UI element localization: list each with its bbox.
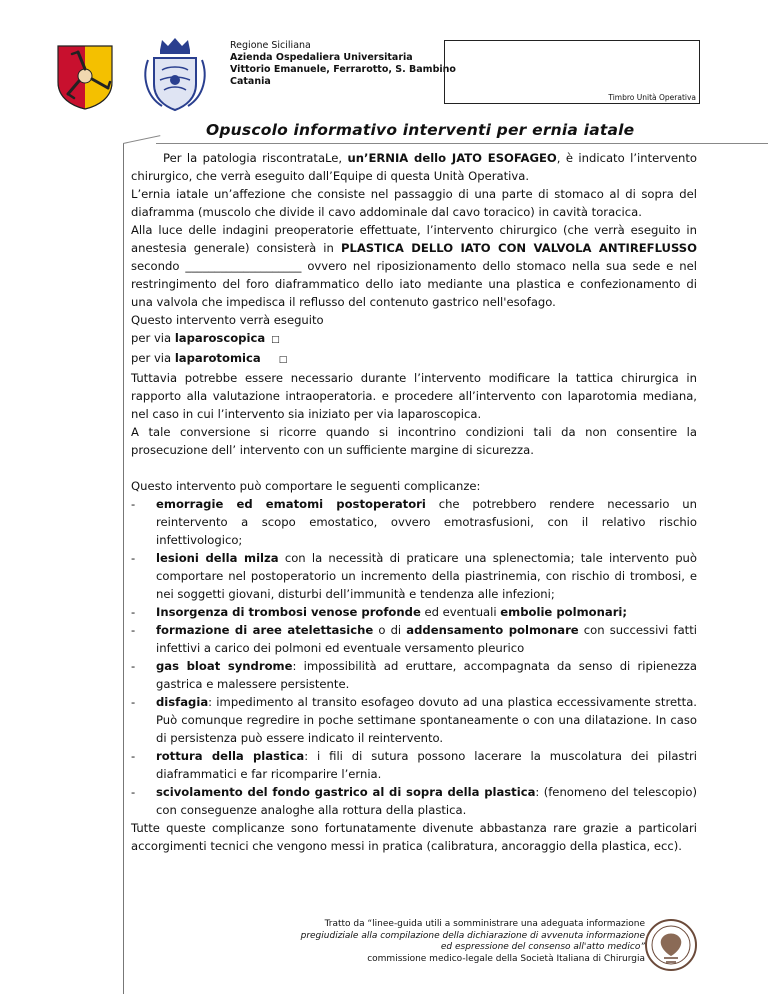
text-span: Alla luce delle indagini preoperatorie effettuate, l’intervento chirurgico (che verrà eseguito in anestesia generale) consisterà in (131, 223, 697, 255)
complication-name: gas bloat syndrome (156, 659, 293, 673)
list-item (131, 603, 697, 621)
list-item (131, 495, 697, 549)
conversion-paragraph: Tuttavia potrebbe essere necessario durante l’intervento modificare la tattica chirurgica in rapporto alla valutazione intraoperatoria. e procedere all’intervento con laparotomia mediana, nel caso in cui l’intervento sia iniziato per via laparoscopica. (131, 371, 697, 421)
list-item (131, 747, 697, 783)
diagnosis: un’ERNIA dello JATO ESOFAGEO (347, 151, 557, 165)
footer-line: pregiudiziale alla compilazione della dichiarazione di avvenuta informazione (300, 930, 645, 941)
unit-stamp-box (444, 40, 700, 104)
laparoscopic-checkbox[interactable]: □ (271, 335, 280, 345)
footer-line: ed espressione del consenso all'atto medico” (440, 942, 645, 952)
conversion-reason-paragraph: A tale conversione si ricorre quando si incontrino condizioni tali da non consentire la prosecuzione dell’ intervento con un sufficiente margine di sicurezza. (131, 425, 697, 457)
definition-paragraph: L’ernia iatale un’affezione che consiste nel passaggio di una parte di stomaco al di sopra del diaframma (muscolo che divide il cavo addominale dal cavo toracico) in cavità toracica. (131, 187, 697, 219)
complication-name: rottura della plastica (156, 749, 305, 763)
spacer (131, 459, 697, 477)
text-span: : impedimento al transito esofageo dovuto ad una plastica eccessivamente stretta. Può comunque regredire in poche settimane spontaneamente o con una dilatazione. In caso di persistenza può essere indicato il reintervento. (156, 695, 697, 745)
complication-name: addensamento polmonare (406, 623, 579, 637)
approach-option-laparoscopic (131, 329, 697, 349)
procedure-paragraph (131, 221, 697, 311)
text-span: , è indicato l’intervento chirurgico, che verrà eseguito dall’Equipe di questa Unità Operativa. (131, 151, 697, 183)
footer-line: Tratto da “linee-guida utili a somministrare una adeguata informazione (324, 919, 645, 929)
footer-line: commissione medico-legale della Società Italiana di Chirurgia (367, 953, 645, 964)
complications-lead: Questo intervento può comportare le seguenti complicanze: (131, 479, 481, 493)
vertical-rule (123, 143, 124, 994)
institution-line: Azienda Ospedaliera Universitaria (230, 52, 413, 63)
text-span: : i fili di sutura possono lacerare la muscolatura dei pilastri diaframmatici e far ricomparire l’ernia. (156, 749, 698, 781)
complication-name: scivolamento del fondo gastrico al di sopra della plastica (156, 785, 536, 799)
complication-name: Insorgenza di trombosi venose profonde (156, 605, 421, 619)
azienda-ospedaliera-crest (140, 36, 210, 112)
complication-name: embolie polmonari; (500, 605, 628, 619)
complications-list (131, 495, 697, 819)
list-item (131, 549, 697, 603)
regione-siciliana-logo (50, 42, 120, 110)
laparotomic-checkbox[interactable]: □ (278, 355, 288, 365)
text-span: secondo ____________________ ovvero nel riposizionamento dello stomaco nella sua sede e nel restringimento del foro diaframmatico dello iato mediante una plastica e confezionamento di una valvola che impedisca il reflusso del contenuto gastrico nell'esofago. (131, 259, 697, 309)
text-span: per via (131, 331, 175, 345)
procedure-name: PLASTICA DELLO IATO CON VALVOLA ANTIREFLUSSO (340, 241, 698, 255)
institution-line: Regione Siciliana (230, 40, 311, 51)
horizontal-rule (156, 143, 768, 144)
text-span: : impossibilità ad eruttare, accompagnata da senso di ripienezza gastrica e malessere persistente. (156, 659, 697, 691)
document-title: Opuscolo informativo interventi per ernia iatale (206, 121, 635, 139)
complication-name: emorragie ed ematomi postoperatori (156, 497, 426, 511)
text-span: o di (373, 623, 407, 637)
source-footer (300, 919, 645, 965)
approach-lead: Questo intervento verrà eseguito (131, 313, 324, 327)
complication-name: lesioni della milza (156, 551, 279, 565)
stamp-label: Timbro Unità Operativa (608, 93, 696, 102)
complication-name: disfagia (156, 695, 209, 709)
document-body (131, 149, 697, 855)
text-span: con successivi fatti infettivi a carico dei polmoni ed eventuale versamento pleurico (156, 623, 697, 655)
text-span: con la necessità di praticare una splenectomia; tale intervento può comportare nel postoperatorio un incremento della piastrinemia, con rischio di trombosi, e nei soggetti giovani, disturbi dell’immunità e tendenza alle infezioni; (156, 551, 697, 601)
institution-block (230, 40, 456, 88)
institution-line: Catania (230, 76, 271, 87)
approach-option-laparotomic (131, 349, 697, 369)
list-item (131, 621, 697, 657)
closing-paragraph: Tutte queste complicanze sono fortunatamente divenute abbastanza rare grazie a particolari accorgimenti tecnici che vengono messi in pratica (calibratura, ancoraggio della plastica, ecc). (131, 821, 697, 853)
corner-rule (123, 135, 160, 144)
text-span: che potrebbero rendere necessario un reintervento a scopo emostatico, ovvero emotrasfusioni, con il relativo rischio infettivologico; (156, 497, 697, 547)
intro-paragraph (131, 149, 697, 185)
society-seal-icon (644, 918, 698, 972)
list-item (131, 693, 697, 747)
complication-name: formazione di aree atelettasiche (156, 623, 374, 637)
text-span: : (fenomeno del telescopio) con conseguenze analoghe alla rottura della plastica. (156, 785, 697, 817)
institution-line: Vittorio Emanuele, Ferrarotto, S. Bambino (230, 64, 456, 75)
approach-label: laparoscopica (174, 331, 266, 345)
list-item (131, 783, 697, 819)
list-item (131, 657, 697, 693)
text-span: per via (131, 351, 175, 365)
text-span: Per la patologia riscontrataLe, (163, 151, 348, 165)
text-span: ed eventuali (420, 605, 501, 619)
approach-label: laparotomica (174, 351, 261, 365)
